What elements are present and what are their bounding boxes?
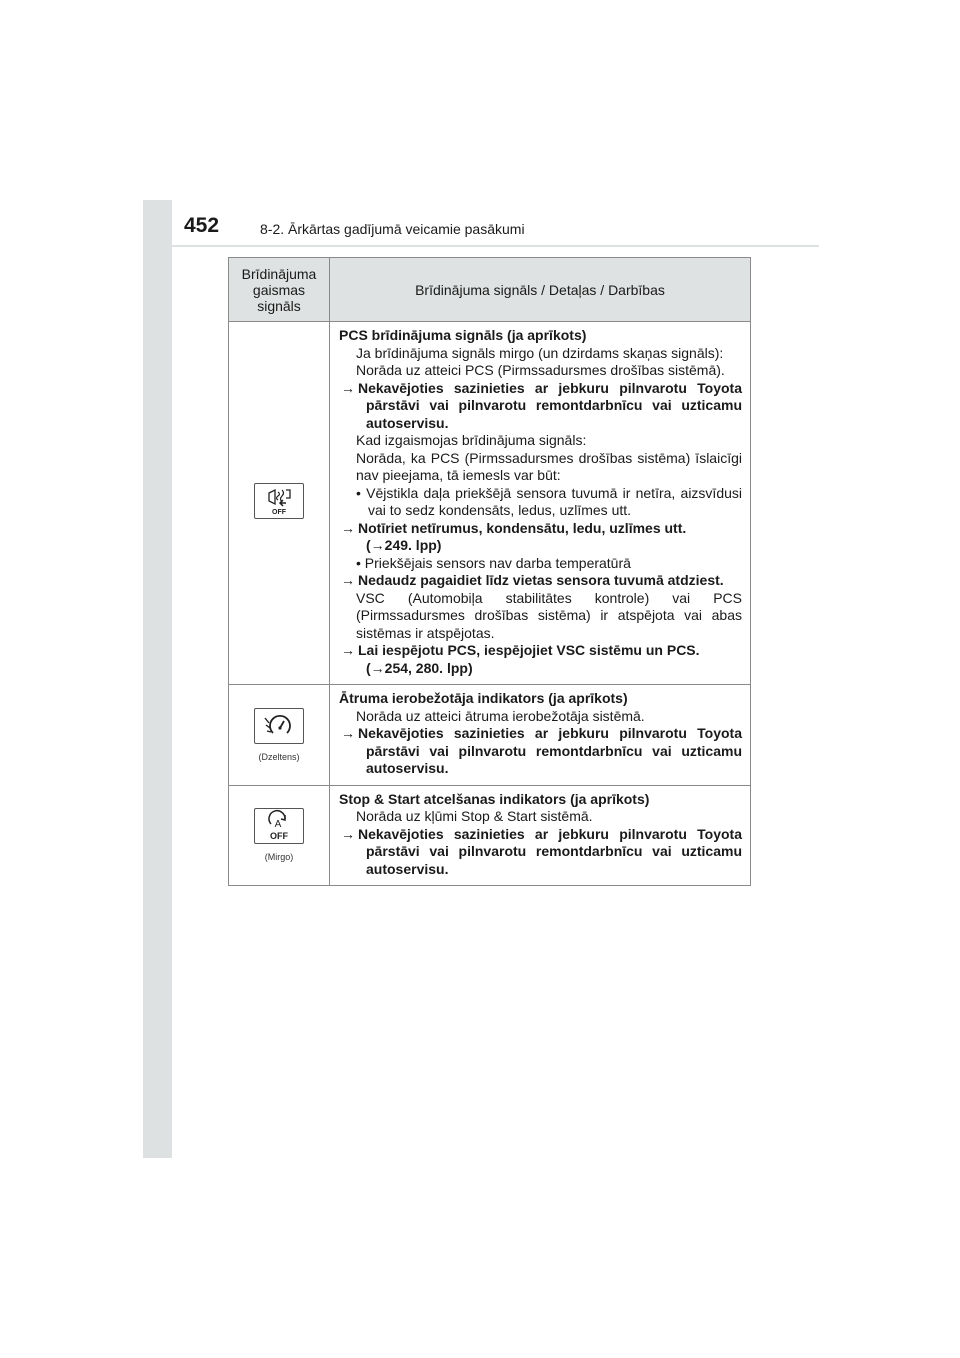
text-line: Norāda uz atteici PCS (Pirmssadursmes drošības sistēmā). bbox=[356, 362, 725, 378]
text-line: Norāda uz kļūmi Stop & Start sistēmā. bbox=[356, 808, 593, 824]
header-rule bbox=[172, 245, 819, 247]
table-row bbox=[229, 785, 751, 886]
row-title: PCS brīdinājuma signāls (ja aprīkots) bbox=[339, 327, 587, 343]
action-line: → Nekavējoties sazinieties ar jebkuru pilnvarotu Toyota pārstāvi vai pilnvarotu remontdarbnīcu vai uzticamu autoservisu. bbox=[341, 725, 742, 776]
description-cell bbox=[330, 322, 751, 685]
arrow-icon: → bbox=[370, 659, 385, 676]
arrow-icon: → bbox=[341, 379, 355, 396]
stop-start-off-icon bbox=[254, 808, 304, 844]
arrow-icon: → bbox=[341, 642, 355, 658]
arrow-icon: → bbox=[341, 725, 355, 741]
arrow-icon: → bbox=[341, 572, 355, 588]
bullet-line: • Priekšējais sensors nav darba temperatūrā bbox=[356, 554, 631, 571]
arrow-icon: → bbox=[341, 519, 355, 536]
action-line: → Notīriet netīrumus, kondensātu, ledu, uzlīmes utt. bbox=[341, 519, 687, 536]
pcs-off-icon bbox=[254, 483, 304, 519]
description-cell bbox=[330, 785, 751, 886]
icon-off-label: OFF bbox=[270, 831, 288, 842]
icon-cell bbox=[229, 785, 330, 886]
description-cell bbox=[330, 685, 751, 786]
bullet-line: • Vējstikla daļa priekšējā sensora tuvumā ir netīra, aizsvīdusi vai to sedz kondensāts, ledus, uzlīmes utt. bbox=[356, 484, 742, 518]
text-line: Norāda, ka PCS (Pirmssadursmes drošības sistēma) īslaicīgi nav pieejama, tā iemesls var būt: bbox=[356, 449, 742, 483]
page-reference: (→254, 280. lpp) bbox=[366, 659, 473, 676]
table-row bbox=[229, 685, 751, 786]
side-band bbox=[143, 200, 172, 1158]
table-row bbox=[229, 322, 751, 685]
icon-cell bbox=[229, 322, 330, 685]
page-number: 452 bbox=[184, 214, 220, 237]
section-title: 8-2. Ārkārtas gadījumā veicamie pasākumi bbox=[260, 221, 525, 237]
text-line: Norāda uz atteici ātruma ierobežotāja sistēmā. bbox=[356, 707, 645, 724]
page-reference: (→249. lpp) bbox=[366, 537, 442, 553]
text-line: VSC (Automobiļa stabilitātes kontrole) vai PCS (Pirmssadursmes drošības sistēma) ir atspējota vai abas sistēmas ir atspējotas. bbox=[356, 589, 742, 641]
icon-off-label: OFF bbox=[272, 508, 286, 516]
arrow-icon: → bbox=[341, 825, 355, 842]
speed-limiter-icon bbox=[254, 708, 304, 744]
icon-caption: (Dzeltens) bbox=[258, 751, 300, 762]
arrow-icon: → bbox=[370, 537, 385, 553]
action-line: → Nekavējoties sazinieties ar jebkuru pilnvarotu Toyota pārstāvi vai pilnvarotu remontdarbnīcu vai uzticamu autoservisu. bbox=[341, 379, 742, 431]
table-header-row bbox=[229, 258, 751, 322]
action-line: → Lai iespējotu PCS, iespējojiet VSC sistēmu un PCS. bbox=[341, 642, 700, 658]
col-header-light: Brīdinājuma gaismas signāls bbox=[229, 258, 330, 322]
col-header-details: Brīdinājuma signāls / Detaļas / Darbības bbox=[330, 258, 751, 322]
row-title: Ātruma ierobežotāja indikators (ja aprīkots) bbox=[339, 690, 628, 706]
warning-table bbox=[228, 257, 751, 886]
text-line: Ja brīdinājuma signāls mirgo (un dzirdams skaņas signāls): bbox=[356, 344, 724, 361]
action-line: → Nekavējoties sazinieties ar jebkuru pilnvarotu Toyota pārstāvi vai pilnvarotu remontdarbnīcu vai uzticamu autoservisu. bbox=[341, 825, 742, 877]
action-line: → Nedaudz pagaidiet līdz vietas sensora tuvumā atdziest. bbox=[341, 572, 724, 588]
icon-letter: A bbox=[274, 819, 282, 831]
row-title: Stop & Start atcelšanas indikators (ja aprīkots) bbox=[339, 790, 650, 807]
icon-caption: (Mirgo) bbox=[264, 852, 294, 863]
text-line: Kad izgaismojas brīdinājuma signāls: bbox=[356, 432, 587, 448]
icon-cell bbox=[229, 685, 330, 786]
